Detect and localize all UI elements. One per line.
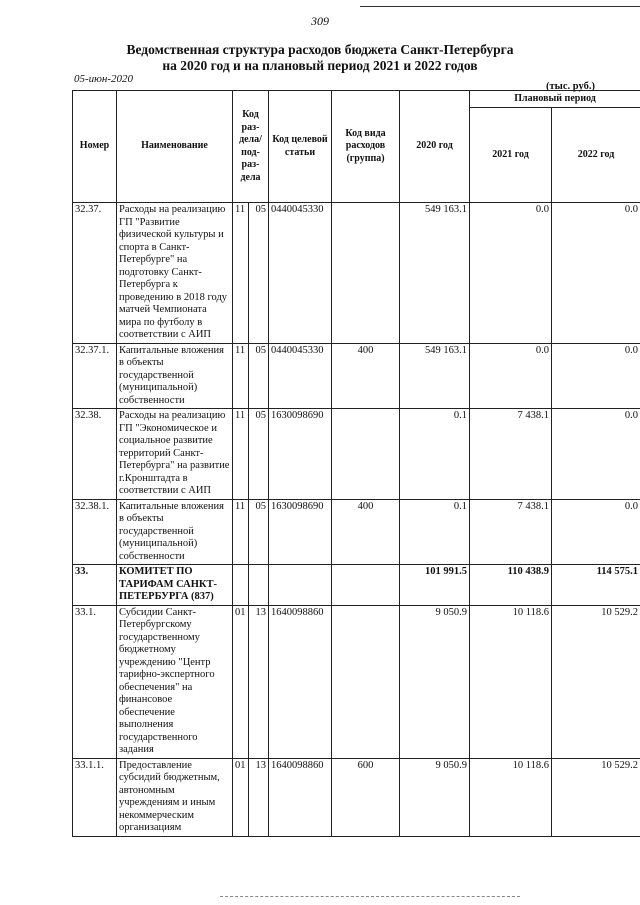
cell-2020: 0.1 [400,409,470,500]
cell-2020: 549 163.1 [400,203,470,344]
cell-number: 33.1.1. [73,758,117,836]
top-rule [360,6,640,7]
table-row [73,343,640,409]
header-year-2021: 2021 год [470,108,552,203]
cell-name: Капитальные вложения в объекты государственной (муниципальной) собственности [117,499,233,565]
cell-subsection: 05 [249,343,269,409]
header-planned-period: Плановый период [470,91,640,108]
cell-expense-kind: 400 [332,343,400,409]
cell-subsection: 13 [249,758,269,836]
cell-subsection: 05 [249,203,269,344]
cell-section: 11 [233,203,249,344]
header-expense-kind: Код вида расходов (группа) [332,91,400,203]
cell-2022: 0.0 [552,409,640,500]
header-section-code: Код раз- дела/ под- раз- дела [233,91,269,203]
page-number: 309 [311,14,329,28]
cell-name: Субсидии Санкт-Петербургскому государственному бюджетному учреждению "Центр тарифно-экспертного обеспечения" на финансовое обеспечение выполнения государственного задания [117,605,233,758]
cell-name: Капитальные вложения в объекты государственной (муниципальной) собственности [117,343,233,409]
cell-section: 01 [233,605,249,758]
cell-target-code: 1630098690 [269,499,332,565]
cell-expense-kind [332,203,400,344]
cell-2020: 549 163.1 [400,343,470,409]
cell-number: 32.37.1. [73,343,117,409]
page-title [0,42,640,74]
cell-2021: 7 438.1 [470,499,552,565]
header-year-2022: 2022 год [552,108,640,203]
table-row [73,409,640,500]
cell-section [233,565,249,606]
cell-subsection [249,565,269,606]
cell-2022: 10 529.2 [552,758,640,836]
cell-2021: 0.0 [470,203,552,344]
cell-expense-kind [332,409,400,500]
title-line-1: Ведомственная структура расходов бюджета Санкт-Петербурга [126,42,514,57]
title-line-2: на 2020 год и на плановый период 2021 и 2022 годов [162,58,478,73]
cell-number: 32.37. [73,203,117,344]
header-number: Номер [73,91,117,203]
table-row [73,565,640,606]
cell-number: 32.38.1. [73,499,117,565]
table-row [73,499,640,565]
cell-section: 11 [233,499,249,565]
header-year-2020: 2020 год [400,91,470,203]
cell-section: 01 [233,758,249,836]
cell-target-code: 0440045330 [269,343,332,409]
table-row [73,758,640,836]
header-name: Наименование [117,91,233,203]
cell-expense-kind: 600 [332,758,400,836]
table-body [73,203,640,837]
cell-2022: 0.0 [552,499,640,565]
document-date: 05-июн-2020 [74,73,134,85]
cell-number: 33.1. [73,605,117,758]
cell-2021: 7 438.1 [470,409,552,500]
budget-table [72,90,640,837]
cell-2021: 110 438.9 [470,565,552,606]
cell-name: Предоставление субсидий бюджетным, автономным учреждениям и иным некоммерческим организациям [117,758,233,836]
cell-target-code: 1640098860 [269,605,332,758]
cell-expense-kind [332,565,400,606]
cell-expense-kind [332,605,400,758]
cell-target-code: 1630098690 [269,409,332,500]
cell-number: 33. [73,565,117,606]
cell-subsection: 05 [249,409,269,500]
units-label: (тыс. руб.) [546,81,595,92]
cell-target-code: 0440045330 [269,203,332,344]
cell-name: Расходы на реализацию ГП "Экономическое и социальное развитие территорий Санкт-Петербурга" на развитие г.Кронштадта в соответствии с АИП [117,409,233,500]
cell-2021: 10 118.6 [470,605,552,758]
cell-2021: 10 118.6 [470,758,552,836]
cell-subsection: 13 [249,605,269,758]
cell-2020: 9 050.9 [400,605,470,758]
cell-2022: 10 529.2 [552,605,640,758]
cell-2020: 101 991.5 [400,565,470,606]
cell-number: 32.38. [73,409,117,500]
table-row [73,605,640,758]
cell-section: 11 [233,409,249,500]
cell-2022: 114 575.1 [552,565,640,606]
cell-2022: 0.0 [552,203,640,344]
header-target-code: Код целевой статьи [269,91,332,203]
cell-2020: 0.1 [400,499,470,565]
cell-target-code: 1640098860 [269,758,332,836]
cell-section: 11 [233,343,249,409]
cell-2021: 0.0 [470,343,552,409]
cell-2022: 0.0 [552,343,640,409]
table-row [73,203,640,344]
cell-target-code [269,565,332,606]
cell-2020: 9 050.9 [400,758,470,836]
cell-subsection: 05 [249,499,269,565]
cell-name: КОМИТЕТ ПО ТАРИФАМ САНКТ-ПЕТЕРБУРГА (837) [117,565,233,606]
cell-name: Расходы на реализацию ГП "Развитие физической культуры и спорта в Санкт-Петербурге" на подготовку Санкт-Петербурга к проведению в 2018 году матчей Чемпионата мира по футболу в соответствии с АИП [117,203,233,344]
bottom-scan-artifact [220,896,520,899]
cell-expense-kind: 400 [332,499,400,565]
